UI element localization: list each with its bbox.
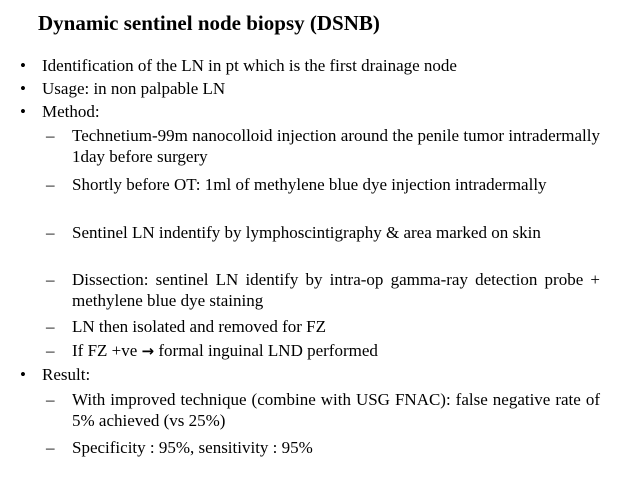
bullet-text: Result: [42, 365, 91, 384]
method-item-dissection [46, 269, 600, 311]
method-item-technetium [46, 125, 600, 167]
method-item-lnd [46, 340, 600, 362]
method-item-methylene-blue [46, 174, 600, 195]
result-item-text: Specificity : 95%, sensitivity : 95% [72, 438, 313, 457]
method-item-fz [46, 316, 600, 337]
method-item-text: LN then isolated and removed for FZ [72, 317, 326, 336]
method-item-text: Sentinel LN indentify by lymphoscintigraphy & area marked on skin [72, 223, 541, 242]
bullet-icon: • [20, 102, 26, 121]
method-item-text: Dissection: sentinel LN identify by intra-op gamma-ray detection probe + methylene blue dye staining [72, 270, 600, 310]
dash-icon: – [46, 223, 55, 242]
lnd-text-before: If FZ +ve [72, 341, 142, 360]
result-item-text: With improved technique (combine with USG FNAC): false negative rate of 5% achieved (vs 25%) [72, 390, 600, 430]
bullet-icon: • [20, 365, 26, 384]
bullet-text: Usage: in non palpable LN [42, 79, 226, 98]
slide-title: Dynamic sentinel node biopsy (DSNB) [38, 11, 380, 35]
dash-icon: – [46, 341, 55, 360]
method-item-text: Shortly before OT: 1ml of methylene blue dye injection intradermally [72, 175, 547, 194]
right-arrow-icon: → [141, 342, 155, 360]
bullet-text: Method: [42, 102, 100, 121]
result-item-specificity [46, 437, 600, 458]
dash-icon: – [46, 317, 55, 336]
bullet-text: Identification of the LN in pt which is the first drainage node [42, 56, 457, 75]
dash-icon: – [46, 270, 55, 289]
dash-icon: – [46, 438, 55, 457]
bullet-icon: • [20, 56, 26, 75]
result-item-technique [46, 389, 600, 431]
dash-icon: – [46, 390, 55, 409]
bullet-icon: • [20, 79, 26, 98]
method-item-text: Technetium-99m nanocolloid injection around the penile tumor intradermally 1day before surgery [72, 126, 600, 166]
dash-icon: – [46, 175, 55, 194]
dash-icon: – [46, 126, 55, 145]
lnd-text-after: formal inguinal LND performed [154, 341, 378, 360]
method-item-text [72, 340, 600, 362]
method-item-lymphoscintigraphy [46, 222, 600, 243]
